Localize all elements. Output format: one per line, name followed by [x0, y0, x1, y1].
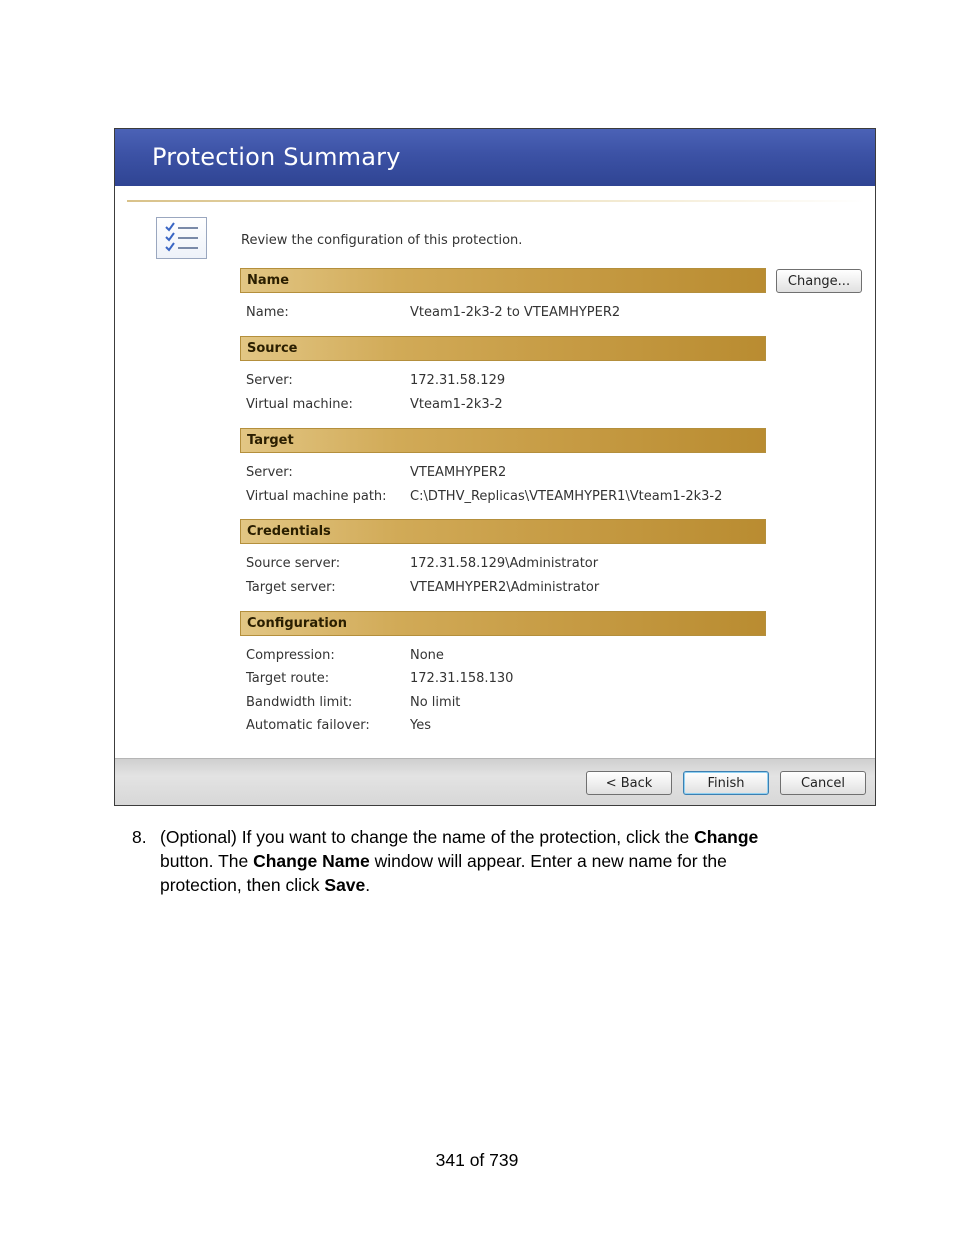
- source-server-credential-label: Source server:: [246, 556, 341, 571]
- step-body: [160, 825, 812, 897]
- step-text-3: window will appear. Enter a new name for the protection, then click: [160, 851, 727, 895]
- step-number: 8.: [132, 827, 147, 847]
- checklist-icon: [156, 217, 207, 259]
- automatic-failover-value: Yes: [410, 718, 431, 733]
- virtual-machine-value: Vteam1-2k3-2: [410, 397, 503, 412]
- step-text-2: button. The: [160, 851, 254, 871]
- header-accent-line: [127, 200, 865, 202]
- dialog-footer: [115, 758, 875, 806]
- step-text-1: (Optional) If you want to change the name of the protection, click the: [160, 827, 695, 847]
- finish-button[interactable]: Finish: [683, 771, 769, 795]
- target-route-label: Target route:: [246, 671, 330, 686]
- name-label: Name:: [246, 305, 289, 320]
- section-header-name: Name: [240, 268, 766, 293]
- step-bold-save: Save: [324, 875, 366, 895]
- step-instruction: [132, 825, 812, 897]
- source-server-credential-value: 172.31.58.129\Administrator: [410, 556, 599, 571]
- change-button[interactable]: Change...: [776, 269, 862, 293]
- source-server-value: 172.31.58.129: [410, 373, 506, 388]
- section-header-target: Target: [240, 428, 766, 453]
- intro-text: Review the configuration of this protection.: [241, 233, 523, 248]
- compression-value: None: [410, 648, 444, 663]
- virtual-machine-path-label: Virtual machine path:: [246, 489, 387, 504]
- target-server-credential-value: VTEAMHYPER2\Administrator: [410, 580, 600, 595]
- bandwidth-limit-value: No limit: [410, 695, 461, 710]
- virtual-machine-label: Virtual machine:: [246, 397, 353, 412]
- back-button[interactable]: < Back: [586, 771, 672, 795]
- automatic-failover-label: Automatic failover:: [246, 718, 370, 733]
- section-header-source: Source: [240, 336, 766, 361]
- dialog-header: [115, 129, 875, 186]
- target-server-value: VTEAMHYPER2: [410, 465, 507, 480]
- dialog-title: Protection Summary: [152, 143, 401, 171]
- target-server-label: Server:: [246, 465, 293, 480]
- step-bold-change-name: Change Name: [253, 851, 370, 871]
- target-server-credential-label: Target server:: [246, 580, 336, 595]
- source-server-label: Server:: [246, 373, 293, 388]
- cancel-button[interactable]: Cancel: [780, 771, 866, 795]
- protection-summary-dialog: [114, 128, 876, 806]
- step-bold-change: Change: [694, 827, 759, 847]
- section-header-configuration: Configuration: [240, 611, 766, 636]
- target-route-value: 172.31.158.130: [410, 671, 514, 686]
- compression-label: Compression:: [246, 648, 335, 663]
- virtual-machine-path-value: C:\DTHV_Replicas\VTEAMHYPER1\Vteam1-2k3-2: [410, 489, 723, 504]
- name-value: Vteam1-2k3-2 to VTEAMHYPER2: [410, 305, 621, 320]
- section-header-credentials: Credentials: [240, 519, 766, 544]
- page-number: 341 of 739: [435, 1150, 519, 1170]
- bandwidth-limit-label: Bandwidth limit:: [246, 695, 353, 710]
- step-text-4: .: [365, 875, 371, 895]
